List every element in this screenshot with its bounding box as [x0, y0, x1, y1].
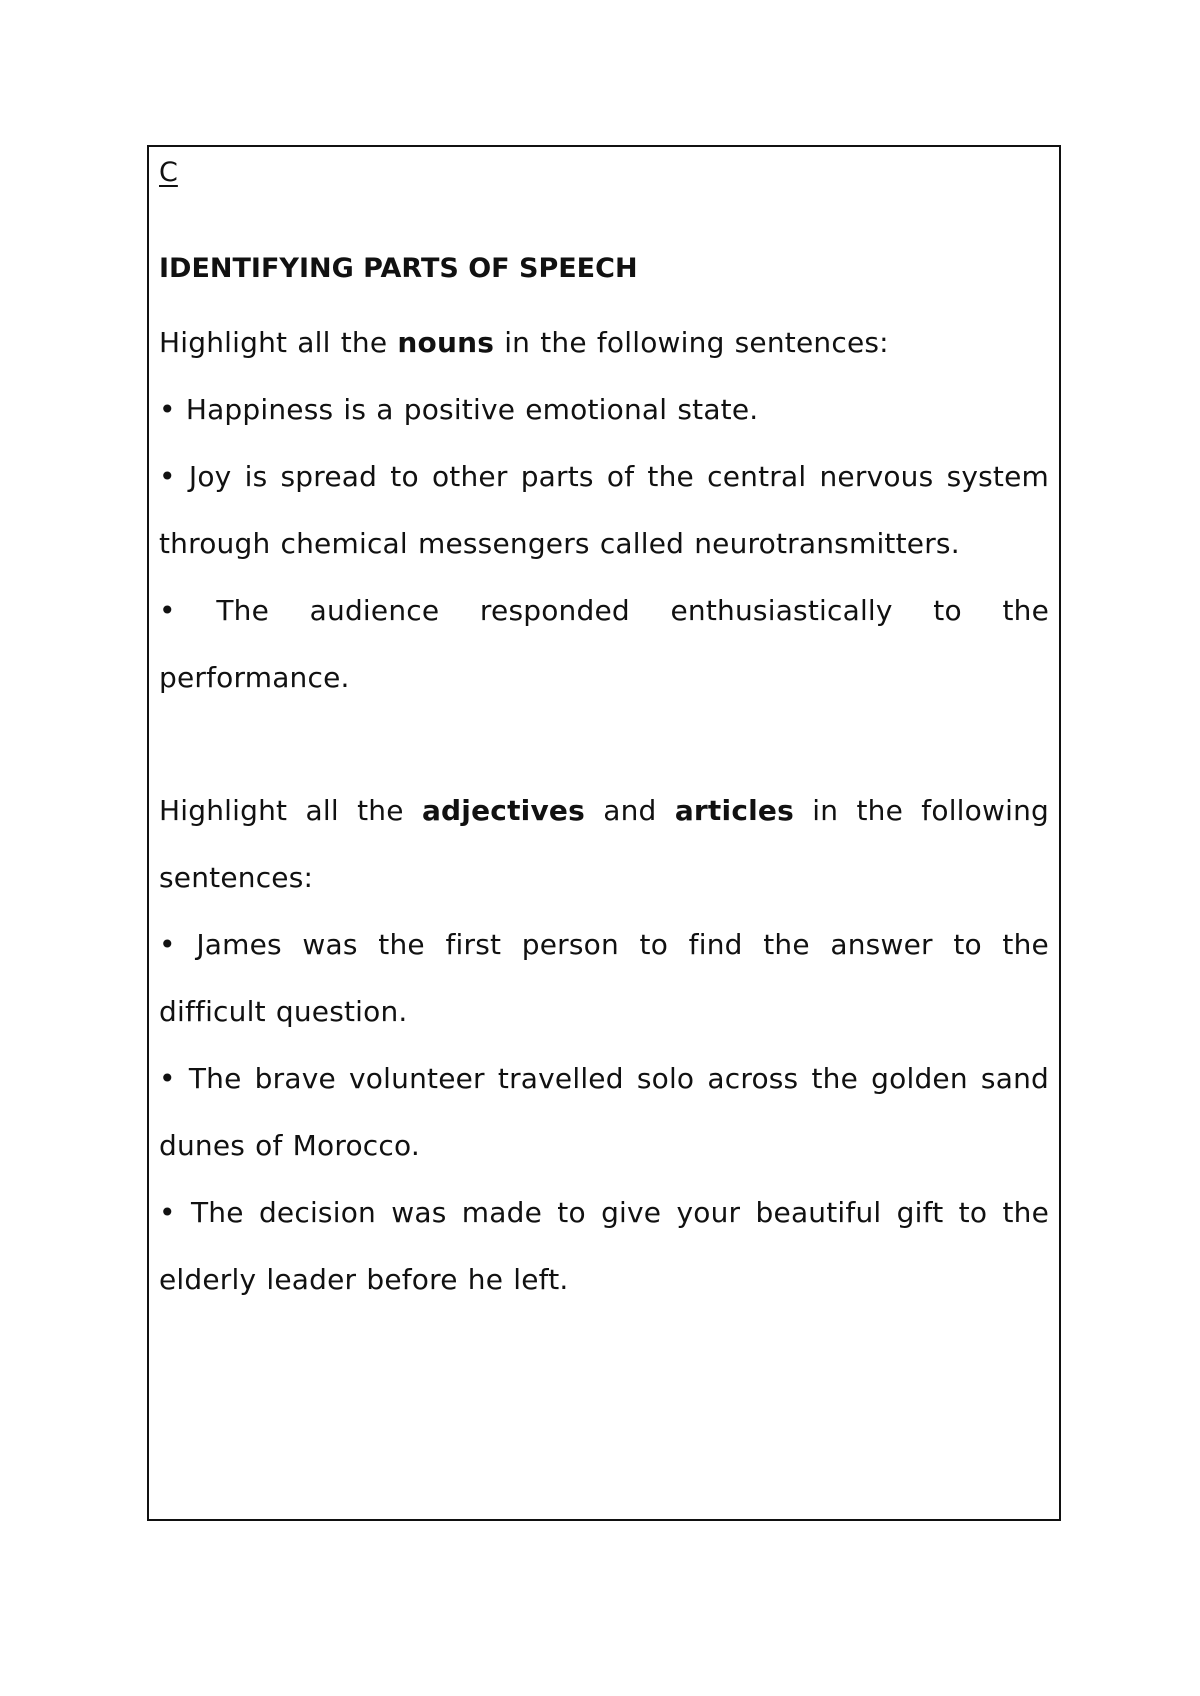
nouns-keyword: nouns — [397, 326, 495, 359]
nouns-instruction — [159, 309, 1049, 376]
adjectives-instruction — [159, 777, 1049, 911]
articles-keyword: articles — [674, 794, 794, 827]
adjectives-sentence: • The brave volunteer travelled solo across the golden sand dunes of Morocco. — [159, 1062, 1049, 1162]
nouns-sentence: • Happiness is a positive emotional state. — [159, 393, 759, 426]
adjectives-keyword: adjectives — [421, 794, 585, 827]
nouns-sentence: • Joy is spread to other parts of the central nervous system through chemical messengers called neurotransmitters. — [159, 460, 1049, 560]
nouns-instruction-prefix: Highlight all the — [159, 326, 398, 359]
nouns-sentence: • The audience responded enthusiastically to the performance. — [159, 594, 1049, 694]
nouns-instruction-suffix: in the following sentences: — [494, 326, 889, 359]
worksheet-box — [147, 145, 1061, 1521]
section-spacer — [159, 711, 1049, 777]
adjectives-instruction-middle: and — [584, 794, 675, 827]
adjectives-instruction-suffix: in the following sentences: — [159, 794, 1049, 894]
adjectives-instruction-prefix: Highlight all the — [159, 794, 422, 827]
worksheet-title: IDENTIFYING PARTS OF SPEECH — [159, 253, 638, 284]
adjectives-sentence: • The decision was made to give your beautiful gift to the elderly leader before he left. — [159, 1196, 1049, 1296]
section-letter: C — [159, 157, 178, 188]
adjectives-sentence: • James was the first person to find the answer to the difficult question. — [159, 928, 1049, 1028]
